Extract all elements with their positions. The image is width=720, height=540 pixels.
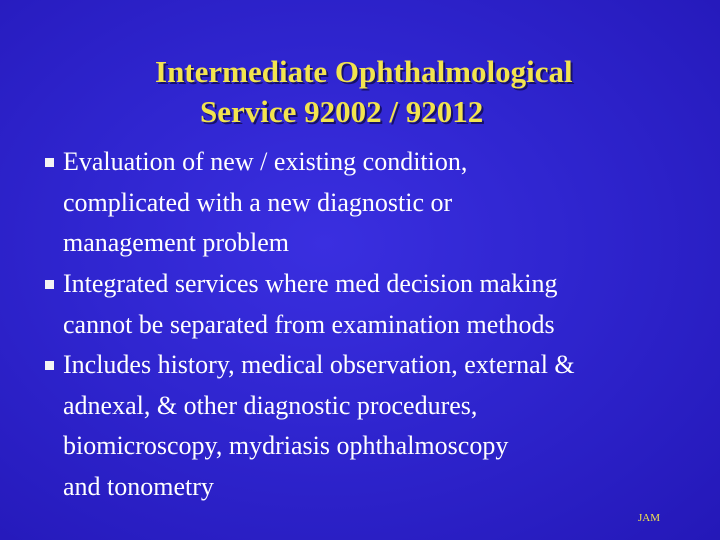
square-bullet-icon [45,158,54,167]
square-bullet-icon [45,280,54,289]
title-line-2: Service 92002 / 92012 [200,94,484,129]
bullet-text: Evaluation of new / existing condition, complicated with a new diagnostic or management problem [63,147,468,257]
bullet-text: Includes history, medical observation, external & adnexal, & other diagnostic procedures, biomicroscopy, mydriasis ophthalmoscopy and tonometry [63,350,575,501]
footer-initials: JAM [638,512,661,524]
bullet-text: Integrated services where med decision making cannot be separated from examination methods [63,269,558,339]
title-line-1: Intermediate Ophthalmological [155,54,573,89]
square-bullet-icon [45,361,54,370]
